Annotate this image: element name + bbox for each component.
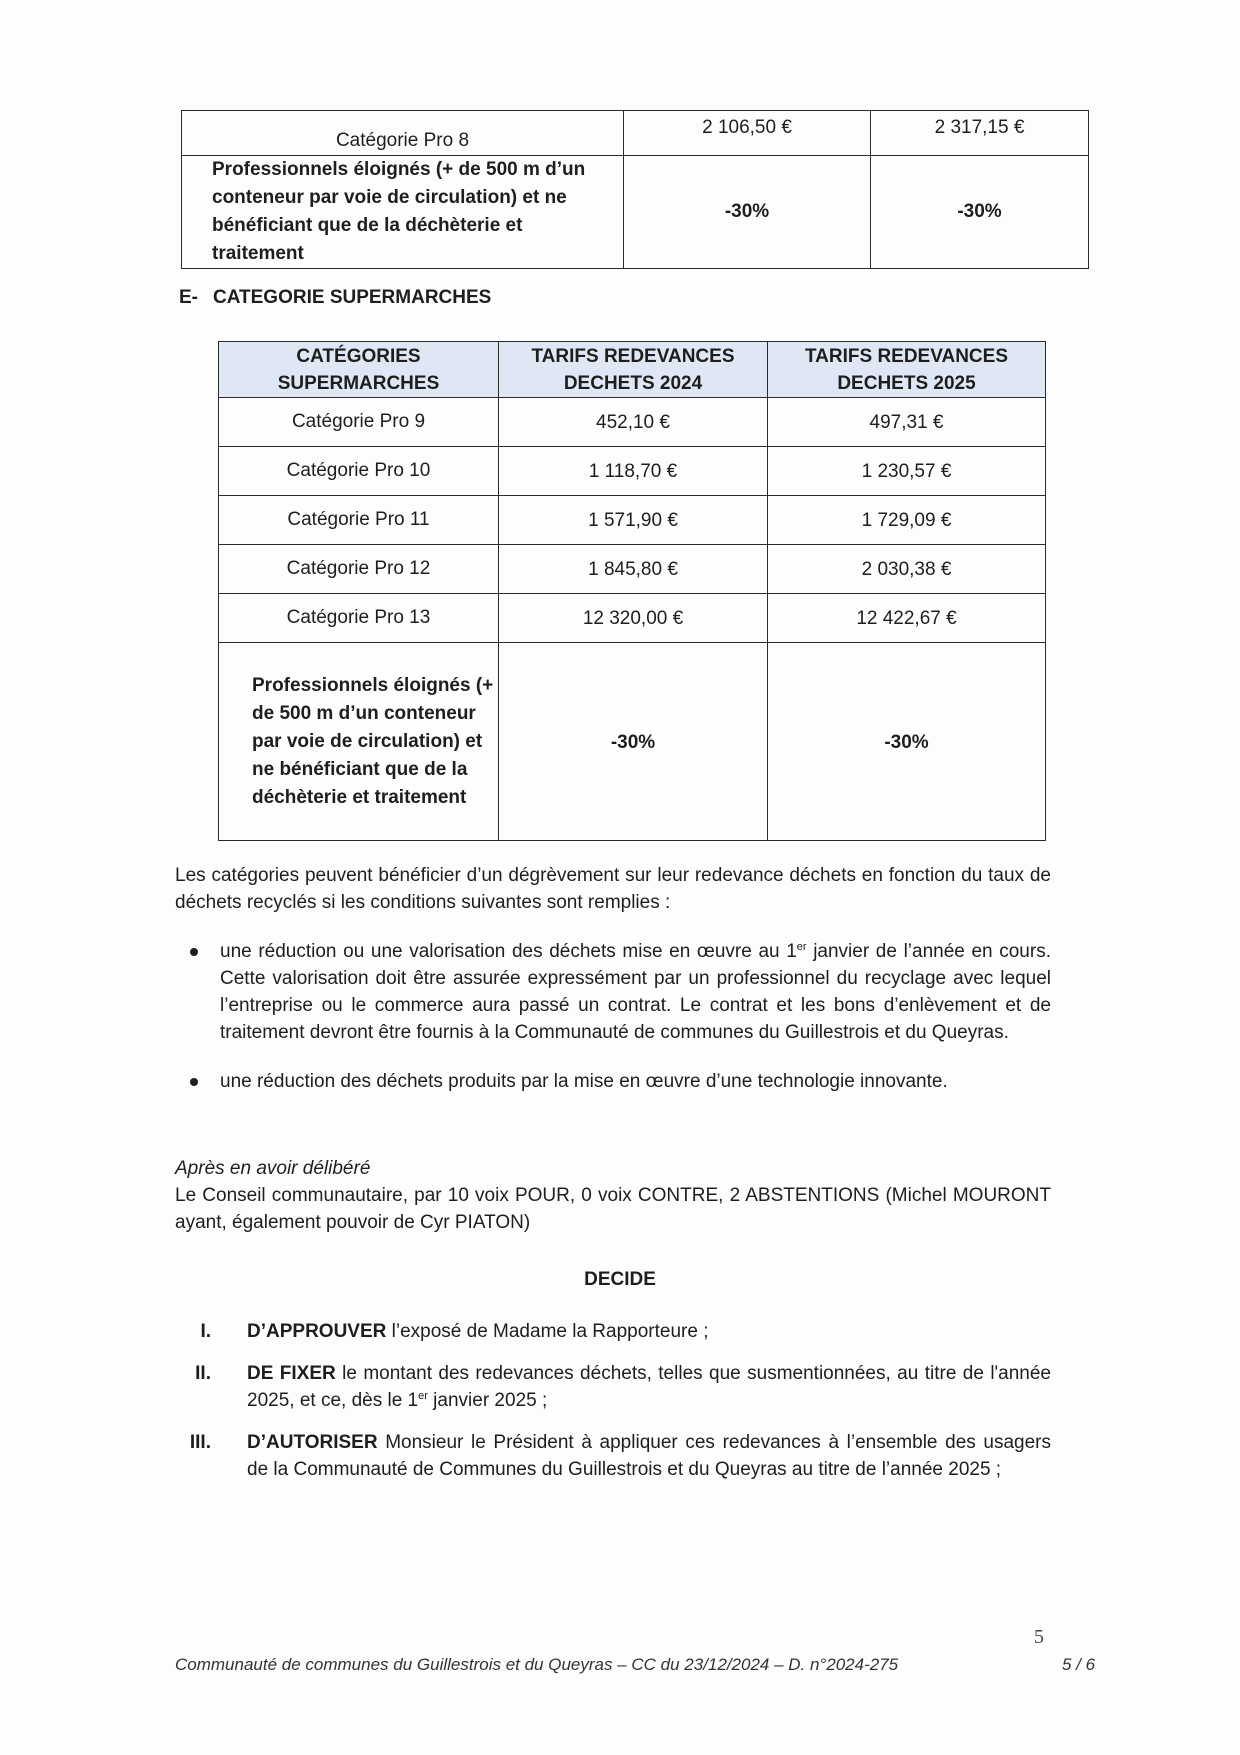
category-cell: Catégorie Pro 11	[219, 496, 499, 545]
footer-text: Communauté de communes du Guillestrois et du Queyras – CC du 23/12/2024 – D. n°2024-275	[175, 1655, 899, 1674]
section-letter: E-	[179, 287, 198, 308]
table-row	[182, 156, 1089, 269]
vote-result: Le Conseil communautaire, par 10 voix POUR, 0 voix CONTRE, 2 ABSTENTIONS (Michel MOURONT ayant, également pouvoir de Cyr PIATON)	[175, 1185, 1051, 1233]
category-cell: Catégorie Pro 9	[219, 398, 499, 447]
tarif-2024-cell: -30%	[499, 643, 768, 841]
tarif-2025-cell: 497,31 €	[768, 398, 1046, 447]
tarif-2024-cell: 2 106,50 €	[624, 111, 871, 156]
bullet-icon	[190, 1078, 198, 1086]
list-item: une réduction des déchets produits par la mise en œuvre d’une technologie innovante.	[175, 1068, 1051, 1095]
table-row	[219, 545, 1046, 594]
tarif-2024-cell: 12 320,00 €	[499, 594, 768, 643]
section-title: CATEGORIE SUPERMARCHES	[213, 287, 492, 308]
bullet-icon	[190, 948, 198, 956]
table-row	[219, 496, 1046, 545]
decision-item: III. D’AUTORISER Monsieur le Président à appliquer ces redevances à l’ensemble des usagers de la Communauté de Communes du Guillestrois et du Queyras au titre de l’année 2025 ;	[175, 1429, 1051, 1483]
tarif-2025-cell: -30%	[768, 643, 1046, 841]
table-header-row	[219, 342, 1046, 398]
footer-page-number: 5 / 6	[1062, 1655, 1096, 1674]
tarif-2025-cell: 2 030,38 €	[768, 545, 1046, 594]
tarif-2025-cell: 12 422,67 €	[768, 594, 1046, 643]
stamped-page-number: 5	[1034, 1626, 1044, 1648]
category-cell: Professionnels éloignés (+ de 500 m d’un conteneur par voie de circulation) et ne bénéficiant que de la déchèterie et traitement	[219, 643, 499, 841]
decide-heading: DECIDE	[584, 1269, 656, 1290]
tarif-2025-cell: 1 230,57 €	[768, 447, 1046, 496]
tarif-2024-cell: 1 845,80 €	[499, 545, 768, 594]
conditions-list	[175, 938, 1051, 1117]
section-heading	[179, 284, 491, 312]
decision-keyword: D’AUTORISER	[247, 1432, 378, 1453]
tarif-2024-cell: 1 571,90 €	[499, 496, 768, 545]
tarif-2025-cell: 2 317,15 €	[871, 111, 1089, 156]
supermarket-tariff-table	[218, 341, 1046, 841]
header-categories: CATÉGORIES SUPERMARCHES	[219, 342, 499, 398]
tarif-2024-cell: 1 118,70 €	[499, 447, 768, 496]
category-cell: Catégorie Pro 13	[219, 594, 499, 643]
category-cell: Professionnels éloignés (+ de 500 m d’un conteneur par voie de circulation) et ne bénéficiant que de la déchèterie et traitement	[182, 156, 624, 269]
table-row	[219, 398, 1046, 447]
apres-deliberation: Après en avoir délibéré	[175, 1158, 371, 1179]
intro-paragraph: Les catégories peuvent bénéficier d’un dégrèvement sur leur redevance déchets en fonction du taux de déchets recyclés si les conditions suivantes sont remplies :	[175, 865, 1051, 913]
tarif-2024-cell: -30%	[624, 156, 871, 269]
tarif-2025-cell: 1 729,09 €	[768, 496, 1046, 545]
decisions-list	[175, 1318, 1051, 1498]
tarif-2025-cell: -30%	[871, 156, 1089, 269]
tariff-table-continued	[181, 110, 1089, 269]
table-row	[219, 447, 1046, 496]
decision-numeral: I.	[200, 1321, 211, 1342]
decision-keyword: D’APPROUVER	[247, 1321, 387, 1342]
table-row	[219, 643, 1046, 841]
category-cell: Catégorie Pro 10	[219, 447, 499, 496]
tarif-2024-cell: 452,10 €	[499, 398, 768, 447]
table-row	[219, 594, 1046, 643]
table-row	[182, 111, 1089, 156]
list-item: une réduction ou une valorisation des déchets mise en œuvre au 1er janvier de l’année en cours. Cette valorisation doit être assurée expressément par un professionnel du recyclage avec lequel l’entreprise ou le commerce aura passé un contrat. Le contrat et les bons d’enlèvement et de traitement devront être fournis à la Communauté de communes du Guillestrois et du Queyras.	[175, 938, 1051, 1046]
decision-item: I. D’APPROUVER l’exposé de Madame la Rapporteure ;	[175, 1318, 1051, 1345]
decision-numeral: II.	[195, 1363, 211, 1384]
category-cell: Catégorie Pro 12	[219, 545, 499, 594]
header-tarif-2025: TARIFS REDEVANCES DECHETS 2025	[768, 342, 1046, 398]
category-cell: Catégorie Pro 8	[182, 111, 624, 156]
header-tarif-2024: TARIFS REDEVANCES DECHETS 2024	[499, 342, 768, 398]
decision-keyword: DE FIXER	[247, 1363, 336, 1384]
decision-numeral: III.	[189, 1432, 211, 1453]
decision-item: II. DE FIXER le montant des redevances déchets, telles que susmentionnées, au titre de l'année 2025, et ce, dès le 1er janvier 2025 ;	[175, 1360, 1051, 1414]
